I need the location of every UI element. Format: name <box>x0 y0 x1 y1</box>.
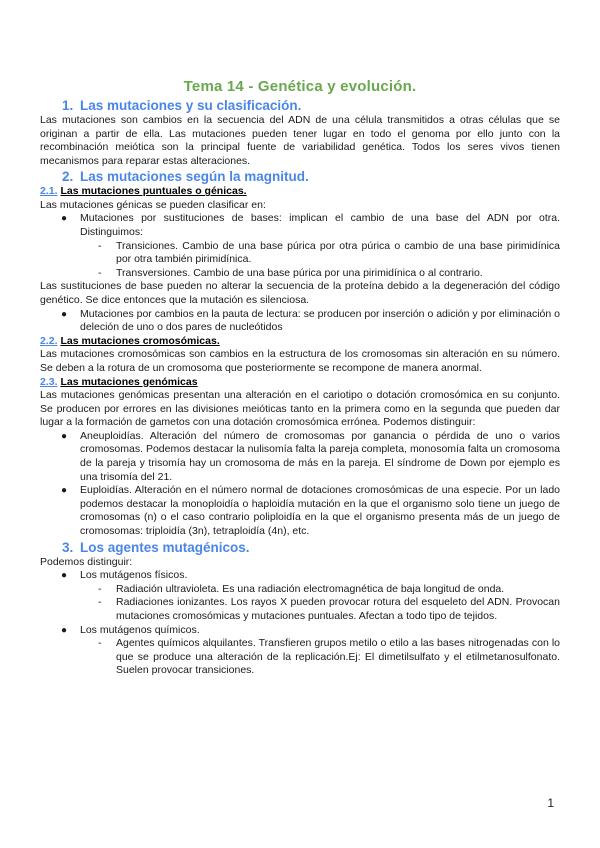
subsection-2-2-title: Las mutaciones cromosómicas. <box>60 334 220 347</box>
list-item <box>80 596 560 623</box>
list-item-text: Euploidías. Alteración en el número normal de dotaciones cromosómicas de una especie. Por un lado podemos destacar la monoploidía o haploidía mutación en la que el organismo solo tiene un juego de cromosomas (n) o el caso contrario poliploidía en la que el organismo presenta más de un juego de cromosomas: triploidía (3n), tetraploidía (4n), etc. <box>80 484 560 537</box>
section-3-intro: Podemos distinguir: <box>40 555 133 568</box>
list-item <box>40 212 560 280</box>
section-1-heading <box>40 97 560 114</box>
list-item <box>80 267 560 281</box>
subsection-2-3-title: Las mutaciones genómicas <box>60 375 198 388</box>
document-page <box>40 78 560 678</box>
list-item <box>40 624 560 678</box>
subsection-2-3-number: 2.3. <box>40 375 58 388</box>
bullet-icon: ● <box>61 485 68 497</box>
section-3-title: Los agentes mutagénicos. <box>80 539 250 555</box>
page-title: Tema 14 - Genética y evolución. <box>183 78 417 95</box>
section-3-heading <box>40 539 560 556</box>
subsection-2-1-title: Las mutaciones puntuales o génicas. <box>60 185 247 198</box>
bullet-icon: ● <box>61 213 68 225</box>
section-2-title: Las mutaciones según la magnitud. <box>80 169 309 185</box>
bullet-list <box>40 430 560 539</box>
bullet-list <box>40 308 560 335</box>
list-item-text: Aneuploidías. Alteración del número de cromosomas por ganancia o pérdida de uno o varios cromosomas. Podemos destacar la nulisomía falta la pareja completa, monosomía falta un cromosoma de la pareja y trisomía hay un cromosoma de más en la pareja. El síndrome de Down por ejemplo es una trisomía del 21. <box>80 429 560 483</box>
list-item <box>40 484 560 538</box>
bullet-icon: ● <box>61 430 68 442</box>
subsection-2-3-heading <box>40 376 560 390</box>
dash-list <box>80 583 560 624</box>
dash-list <box>80 240 560 281</box>
subsection-2-1-number: 2.1. <box>40 185 58 198</box>
section-2-heading <box>40 168 560 185</box>
section-1-paragraph: Las mutaciones son cambios en la secuencia del ADN de una célula transmitidos a otras células que se originan a partir de ella. Las mutaciones pueden tener lugar en todo el genoma por ello junto con la recombinación meiótica son la principal fuente de variabilidad genética. Todos los seres vivos tienen mecanismos para reparar estas alteraciones. <box>40 114 560 167</box>
dash-icon: - <box>98 582 102 595</box>
page-number: 1 <box>547 796 554 810</box>
subsection-2-2-paragraph: Las mutaciones cromosómicas son cambios en la estructura de los cromosomas sin alteración en su número. Se deben a la rotura de un cromosoma que posteriormente se recompone de manera anormal. <box>40 348 560 374</box>
subsection-2-3-paragraph: Las mutaciones genómicas presentan una alteración en el cariotipo o dotación cromosómica en su conjunto. Se producen por errores en las divisiones meióticas tanto en la primera como en la segunda que pueden dar lugar a la formación de gametos con una dotación cromosómica errónea. Podemos distinguir: <box>40 389 560 429</box>
list-item <box>40 308 560 335</box>
section-2-number: 2. <box>62 169 74 185</box>
list-item-text: Transversiones. Cambio de una base púrica por una pirimidínica o al contrario. <box>116 266 483 279</box>
bullet-icon: ● <box>61 570 68 582</box>
section-3-number: 3. <box>62 539 74 555</box>
list-item <box>40 569 560 623</box>
list-item-text: Los mutágenos químicos. <box>80 623 200 636</box>
list-item-text: Transiciones. Cambio de una base púrica por otra púrica o cambio de una base pirimidínica por otra también pirimidínica. <box>116 239 560 266</box>
subsection-2-1-intro: Las mutaciones génicas se pueden clasificar en: <box>40 198 266 211</box>
list-item-text: Mutaciones por sustituciones de bases: implican el cambio de una base del ADN por otra. Distinguimos: <box>80 212 560 239</box>
section-1-number: 1. <box>62 98 74 113</box>
dash-icon: - <box>98 239 102 252</box>
list-item-text: Agentes químicos alquilantes. Transfieren grupos metilo o etilo a las bases nitrogenadas con lo que se produce una alteración de la replicación.Ej: El dimetilsulfato y el etilmetanosulfonato. Suelen provocar transiciones. <box>116 637 560 677</box>
list-item-text: Radiación ultravioleta. Es una radiación electromagnética de baja longitud de onda. <box>116 582 505 595</box>
subsection-2-1-paragraph: Las sustituciones de base pueden no alterar la secuencia de la proteína debido a la degeneración del código genético. Se dice entonces que la mutación es silenciosa. <box>40 280 560 307</box>
bullet-list <box>40 569 560 678</box>
list-item-text: Radiaciones ionizantes. Los rayos X pueden provocar rotura del esqueleto del ADN. Provocan mutaciones cromosómicas y mutaciones puntuales. Afectan a todo tipo de tejidos. <box>116 596 560 622</box>
list-item <box>80 240 560 267</box>
list-item <box>40 430 560 484</box>
bullet-icon: ● <box>61 308 68 320</box>
list-item <box>80 637 560 678</box>
bullet-list <box>40 212 560 280</box>
list-item <box>80 583 560 597</box>
subsection-2-2-number: 2.2. <box>40 334 58 347</box>
dash-icon: - <box>98 637 102 650</box>
dash-list <box>80 637 560 678</box>
list-item-text: Mutaciones por cambios en la pauta de lectura: se producen por inserción o adición y por eliminación o deleción de uno o dos pares de nucleótidos <box>80 307 560 334</box>
subsection-2-1-heading <box>40 185 560 199</box>
list-item-text: Los mutágenos físicos. <box>80 569 188 582</box>
section-1-title: Las mutaciones y su clasificación. <box>80 98 302 113</box>
dash-icon: - <box>98 596 102 609</box>
bullet-icon: ● <box>61 624 68 636</box>
subsection-2-2-heading <box>40 335 560 349</box>
dash-icon: - <box>98 266 102 279</box>
